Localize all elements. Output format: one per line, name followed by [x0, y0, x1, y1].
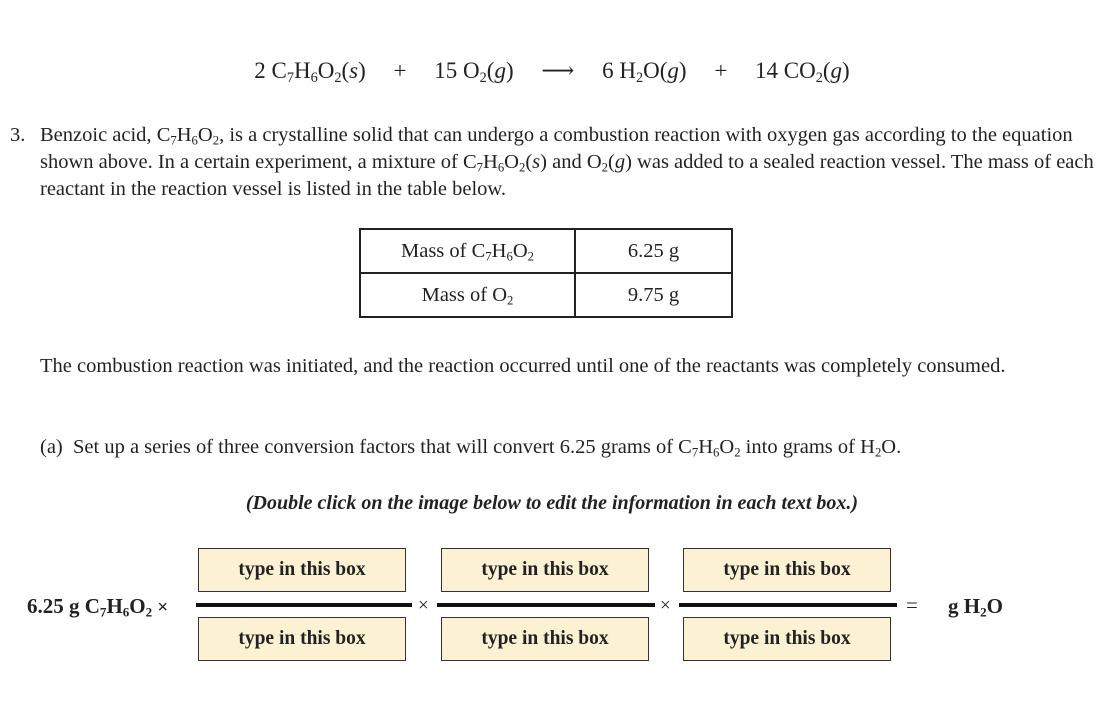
factor3-denominator-box[interactable]: type in this box	[683, 617, 891, 661]
result-unit: g $H_2O$	[948, 594, 1003, 620]
factor1-denominator-box[interactable]: type in this box	[198, 617, 406, 661]
multiply-sign: ×	[660, 595, 671, 616]
factor3-numerator-box[interactable]: type in this box	[683, 548, 891, 592]
question-text: Benzoic acid, $C_7H_6O_2$, is a crystalline solid that can undergo a combustion reaction with oxygen gas according to the equation shown above. In a certain experiment, a mixture of $C_7H_6O_2(s)$ and $O_2(g)$ was added to a sealed reaction vessel. The mass of each reactant in the reaction vessel is listed in the table below.	[40, 124, 1094, 200]
part-a-label: (a)	[40, 436, 63, 458]
product-carbon-dioxide: 14 $CO_2(g)$	[755, 58, 850, 86]
plus-sign: +	[393, 58, 407, 83]
table-cell-label: Mass of $C_7H_6O_2$	[360, 229, 575, 273]
fraction-bar	[679, 603, 897, 607]
question-number: 3.	[10, 124, 26, 146]
table-cell-value: 6.25 g	[575, 229, 732, 273]
part-a-prompt: (a) Set up a series of three conversion factors that will convert 6.25 grams of $C_7H_6O_2$ into grams of $H_2O$.	[40, 436, 902, 460]
factor1-numerator-box[interactable]: type in this box	[198, 548, 406, 592]
reaction-arrow: ⟶	[541, 58, 575, 83]
balanced-equation	[0, 58, 1104, 84]
equals-sign: =	[906, 593, 918, 617]
table-row	[360, 229, 732, 273]
edit-instruction: (Double click on the image below to edit the information in each text box.)	[245, 492, 859, 514]
mass-table	[359, 228, 733, 318]
factor2-denominator-box[interactable]: type in this box	[441, 617, 649, 661]
starting-quantity: 6.25 g $C_7H_6O_2$ ×	[27, 594, 169, 620]
table-row	[360, 273, 732, 317]
reactant-benzoic-acid: 2 $C_7H_6O_2(s)$	[254, 58, 366, 86]
multiply-sign: ×	[418, 595, 429, 616]
table-cell-value: 9.75 g	[575, 273, 732, 317]
reaction-description: The combustion reaction was initiated, and the reaction occurred until one of the reactants was completely consumed.	[40, 355, 1006, 377]
plus-sign: +	[714, 58, 728, 83]
question-3	[10, 122, 1095, 203]
fraction-bar	[437, 603, 655, 607]
fraction-bar	[196, 603, 412, 607]
table-cell-label: Mass of $O_2$	[360, 273, 575, 317]
factor2-numerator-box[interactable]: type in this box	[441, 548, 649, 592]
reactant-oxygen: 15 $O_2(g)$	[434, 58, 514, 86]
product-water: 6 $H_2O(g)$	[602, 58, 687, 86]
